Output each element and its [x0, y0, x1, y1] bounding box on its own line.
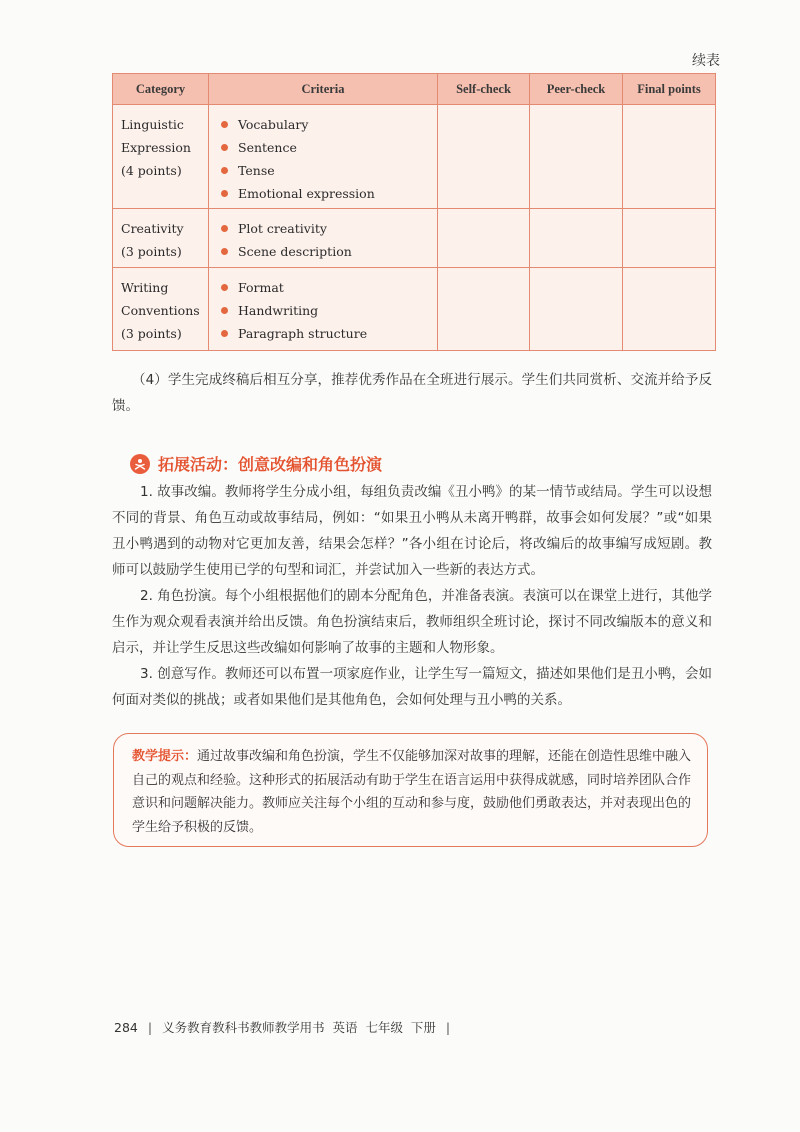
activity-paragraph-role-play: 2. 角色扮演。每个小组根据他们的剧本分配角色，并准备表演。表演可以在课堂上进行，其他学生作为观众观看表演并给出反馈。角色扮演结束后，教师组织全班讨论，探讨不同改编版本的意义和启示，并让学生反思这些改编如何影响了故事的主题和人物形象。 [112, 588, 712, 656]
column-header-final-points: Final points [623, 74, 716, 105]
criteria-cell [209, 268, 438, 351]
bullet-dot-icon [221, 284, 228, 291]
table-row [113, 268, 716, 351]
criteria-item: Emotional expression [217, 182, 437, 205]
teaching-tip-text: 通过故事改编和角色扮演，学生不仅能够加深对故事的理解，还能在创造性思维中融入自己的观点和经验。这种形式的拓展活动有助于学生在语言运用中获得成就感，同时培养团队合作意识和问题解决能力。教师应关注每个小组的互动和参与度，鼓励他们勇敢表达，并对表现出色的学生给予积极的反馈。 [132, 749, 692, 835]
category-text: Writing [121, 280, 169, 295]
self-check-cell [438, 209, 530, 268]
final-points-cell [623, 209, 716, 268]
book-title: 义务教育教科书教师教学用书 英语 七年级 下册 [162, 1020, 436, 1035]
step-4-paragraph: （4）学生完成终稿后相互分享，推荐优秀作品在全班进行展示。学生们共同赏析、交流并给予反馈。 [112, 372, 712, 414]
criteria-item: Vocabulary [217, 113, 437, 136]
column-header-self-check: Self-check [438, 74, 530, 105]
criteria-item: Tense [217, 159, 437, 182]
category-text: Creativity [121, 221, 184, 236]
activity-paragraph-story-adaptation: 1. 故事改编。教师将学生分成小组，每组负责改编《丑小鸭》的某一情节或结局。学生可以设想不同的背景、角色互动或故事结局，例如：“如果丑小鸭从未离开鸭群，故事会如何发展？”或“如果丑小鸭遇到的动物对它更加友善，结果会怎样？”各小组在讨论后，将改编后的故事编写成短剧。教师可以鼓励学生使用已学的句型和词汇，并尝试加入一些新的表达方式。 [112, 484, 712, 578]
criteria-cell [209, 209, 438, 268]
bullet-dot-icon [221, 144, 228, 151]
category-cell [113, 268, 209, 351]
category-text: Expression [121, 140, 191, 155]
column-header-category: Category [113, 74, 209, 105]
person-reading-icon [130, 454, 150, 474]
category-points: (3 points) [121, 326, 182, 341]
section-title: 拓展活动：创意改编和角色扮演 [158, 455, 383, 474]
peer-check-cell [530, 105, 623, 209]
bullet-dot-icon [221, 248, 228, 255]
category-cell [113, 105, 209, 209]
category-points: (3 points) [121, 244, 182, 259]
page-number: 284 [114, 1019, 138, 1035]
teaching-tip-box [113, 733, 708, 847]
criteria-item: Format [217, 276, 437, 299]
section-heading [130, 452, 382, 475]
self-check-cell [438, 105, 530, 209]
bullet-dot-icon [221, 121, 228, 128]
category-cell [113, 209, 209, 268]
criteria-item: Scene description [217, 240, 437, 263]
final-points-cell [623, 105, 716, 209]
category-points: (4 points) [121, 163, 182, 178]
column-header-criteria: Criteria [209, 74, 438, 105]
table-header-row [113, 74, 716, 105]
peer-check-cell [530, 268, 623, 351]
footer-separator: | [147, 1019, 153, 1035]
activity-paragraph-creative-writing: 3. 创意写作。教师还可以布置一项家庭作业，让学生写一篇短文，描述如果他们是丑小鸭，会如何面对类似的挑战；或者如果他们是其他角色，会如何处理与丑小鸭的关系。 [112, 666, 712, 708]
bullet-dot-icon [221, 330, 228, 337]
footer-separator: | [445, 1019, 451, 1035]
final-points-cell [623, 268, 716, 351]
table-row [113, 209, 716, 268]
category-text: Conventions [121, 303, 200, 318]
bullet-dot-icon [221, 225, 228, 232]
bullet-dot-icon [221, 190, 228, 197]
assessment-rubric-table [112, 73, 716, 351]
page-footer [114, 1018, 450, 1036]
teaching-tip-label: 教学提示： [132, 749, 198, 764]
criteria-cell [209, 105, 438, 209]
criteria-item: Plot creativity [217, 217, 437, 240]
category-text: Linguistic [121, 117, 184, 132]
self-check-cell [438, 268, 530, 351]
peer-check-cell [530, 209, 623, 268]
criteria-item: Handwriting [217, 299, 437, 322]
column-header-peer-check: Peer-check [530, 74, 623, 105]
bullet-dot-icon [221, 307, 228, 314]
table-row [113, 105, 716, 209]
continued-label: 续表 [692, 53, 720, 69]
bullet-dot-icon [221, 167, 228, 174]
criteria-item: Paragraph structure [217, 322, 437, 345]
criteria-item: Sentence [217, 136, 437, 159]
